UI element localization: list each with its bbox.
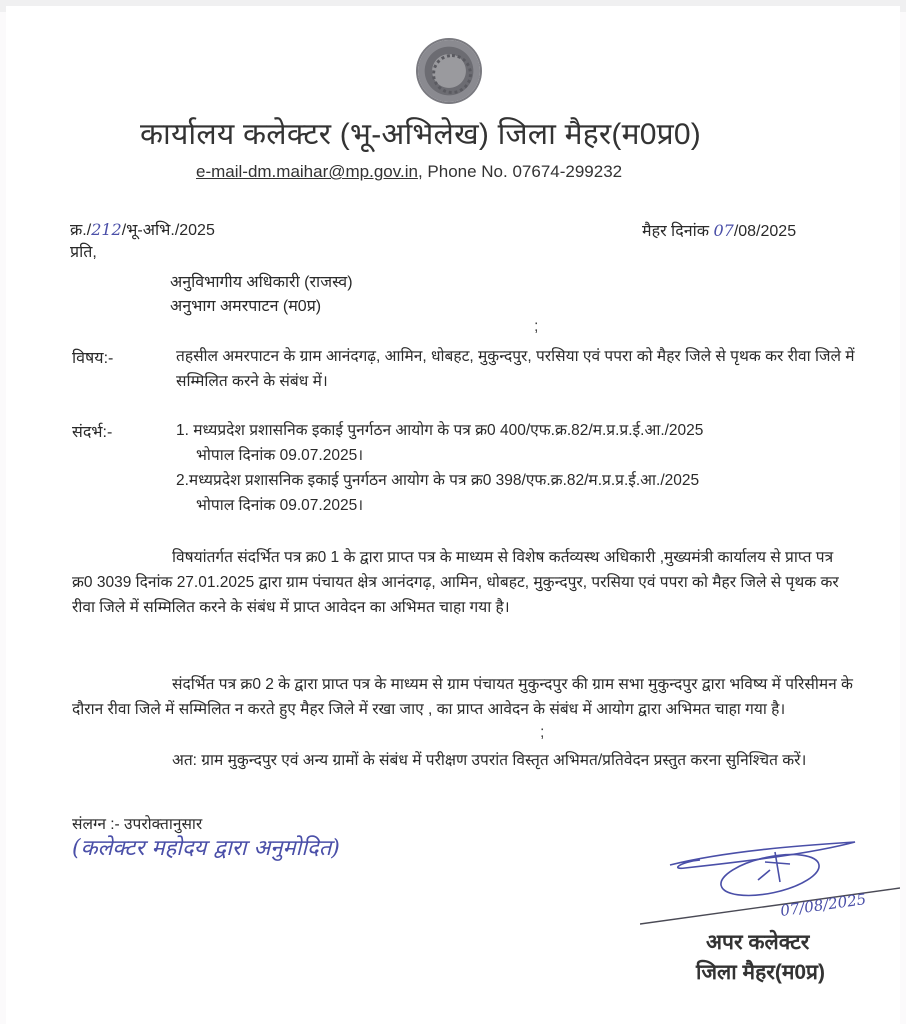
signatory-district: जिला मैहर(म0प्र) <box>696 961 826 984</box>
reference-item: 2.मध्यप्रदेश प्रशासनिक इकाई पुनर्गठन आयोग के पत्र क्र0 398/एफ.क्र.82/म.प्र.प्र.ई.आ./2025 भोपाल दिनांक 09.07.2025। <box>176 472 700 514</box>
letter-date: मैहर दिनांक 07/08/2025 <box>642 221 797 240</box>
handwritten-day: 07 <box>713 221 734 240</box>
signatory-designation: अपर कलेक्टर <box>706 931 810 954</box>
handwritten-ref-number: 212 <box>91 220 122 239</box>
handwritten-approval-note: (कलेक्टर महोदय द्वारा अनुमोदित) <box>72 836 340 861</box>
contact-line <box>196 162 622 182</box>
stray-mark: ; <box>540 724 545 741</box>
signature-icon <box>640 840 900 930</box>
reference-item: 1. मध्यप्रदेश प्रशासनिक इकाई पुनर्गठन आयोग के पत्र क्र0 400/एफ.क्र.82/म.प्र.प्र.ई.आ./2025 भोपाल दिनांक 09.07.2025। <box>176 422 704 464</box>
to-label: प्रति, <box>70 244 97 261</box>
subject-text: तहसील अमरपाटन के ग्राम आनंदगढ़, आमिन, धोबहट, मुकुन्दपुर, परसिया एवं पपरा को मैहर जिले से पृथक कर रीवा जिले में सम्मिलित करने के संबंध में। <box>176 348 855 390</box>
subject-label: विषय:- <box>72 350 114 367</box>
body-paragraph-2: संदर्भित पत्र क्र0 2 के द्वारा प्राप्त पत्र के माध्यम से ग्राम पंचायत मुकुन्दपुर की ग्राम सभा मुकुन्दपुर द्वारा भविष्य में परिसीमन के दौरान रीवा जिले में सम्मिलित न करते हुए मैहर जिले में रखा जाए , का प्राप्त आवेदन के संबंध में आयोग द्वारा अभिमत चाहा गया है। <box>72 676 853 718</box>
body-paragraph-3: अत: ग्राम मुकुन्दपुर एवं अन्य ग्रामों के संबंध में परीक्षण उपरांत विस्तृत अभिमत/प्रतिवेदन प्रस्तुत करना सुनिश्चित करें। <box>172 752 807 769</box>
email-link[interactable]: e-mail-dm.maihar@mp.gov.in <box>196 162 418 181</box>
recipient-line-1: अनुविभागीय अधिकारी (राजस्व) <box>170 274 353 291</box>
recipient-line-2: अनुभाग अमरपाटन (म0प्र) <box>170 298 322 315</box>
office-title: कार्यालय कलेक्टर (भू-अभिलेख) जिला मैहर(म0प्र0) <box>140 118 701 151</box>
references-list <box>176 418 856 518</box>
government-seal-emblem <box>418 40 480 102</box>
stray-mark: ; <box>534 318 539 335</box>
letter-reference-number: क्र./212/भू-अभि./2025 <box>70 220 215 239</box>
enclosure-text: संलग्न :- उपरोक्तानुसार <box>72 816 203 833</box>
handwritten-signature-date: 07/08/2025 <box>779 890 868 920</box>
phone-number: , Phone No. 07674-299232 <box>417 162 623 181</box>
references-label: संदर्भ:- <box>72 424 113 441</box>
body-paragraph-1: विषयांतर्गत संदर्भित पत्र क्र0 1 के द्वारा प्राप्त पत्र के माध्यम से विशेष कर्तव्यस्थ अधिकारी ,मुख्यमंत्री कार्यालय से प्राप्त पत्र क्र0 3039 दिनांक 27.01.2025 द्वारा ग्राम पंचायत क्षेत्र आनंदगढ़, आमिन, धोबहट, मुकुन्दपुर, परसिया एवं पपरा को मैहर जिले से पृथक कर रीवा जिले में सम्मिलित करने के संबंध में प्राप्त आवेदन का अभिमत चाहा गया है। <box>72 549 839 616</box>
